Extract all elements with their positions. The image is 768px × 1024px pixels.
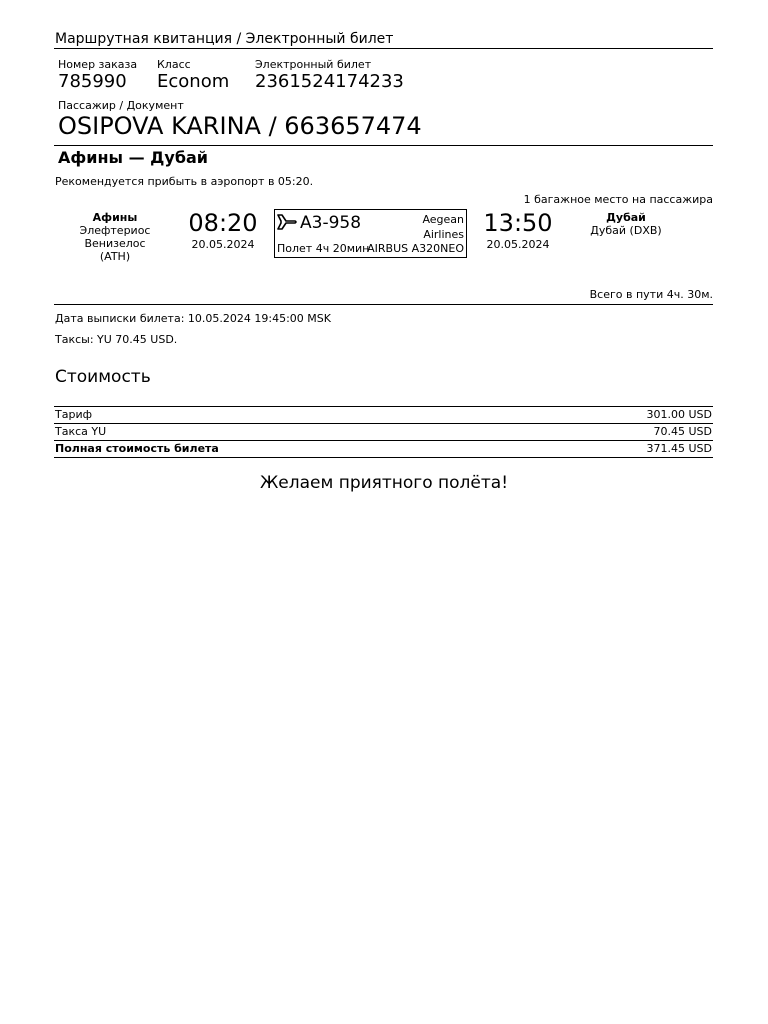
- arrival-airport-name: Дубай (DXB): [590, 224, 662, 237]
- route-divider: [54, 304, 713, 305]
- flight-number: A3-958: [300, 213, 362, 233]
- order-number-label: Номер заказа: [58, 58, 138, 71]
- airline-name-2: Airlines: [423, 228, 464, 241]
- arrival-recommendation: Рекомендуется прибыть в аэропорт в 05:20.: [55, 175, 314, 188]
- passenger-label: Пассажир / Документ: [58, 99, 184, 112]
- arrival-date: 20.05.2024: [486, 238, 550, 251]
- aircraft-type: AIRBUS A320NEO: [367, 242, 464, 255]
- flight-box: [274, 209, 467, 258]
- table-row: [54, 441, 713, 458]
- table-row: [54, 407, 713, 424]
- departure-date: 20.05.2024: [191, 238, 255, 251]
- total-travel-time: Всего в пути 4ч. 30м.: [589, 288, 713, 301]
- cost-total-name: Полная стоимость билета: [55, 442, 219, 455]
- route-title: Афины — Дубай: [58, 148, 208, 167]
- cost-total-value: 371.45 USD: [646, 442, 712, 455]
- cost-row-value: 70.45 USD: [653, 425, 712, 438]
- ticket-label: Электронный билет: [255, 58, 372, 71]
- arrival-airport: [576, 211, 676, 237]
- airline-name-1: Aegean: [422, 213, 464, 226]
- taxes-summary: Таксы: YU 70.45 USD.: [55, 333, 178, 346]
- cost-row-name: Такса YU: [55, 425, 107, 438]
- document-title: Маршрутная квитанция / Электронный билет: [55, 31, 394, 47]
- table-row: [54, 424, 713, 441]
- cost-row-name: Тариф: [55, 408, 92, 421]
- flight-duration: Полет 4ч 20мин: [277, 242, 370, 255]
- order-number: 785990: [58, 71, 127, 92]
- airplane-icon: [277, 212, 297, 232]
- arrival-city: Дубай: [606, 211, 646, 224]
- departure-code: (ATH): [99, 250, 131, 263]
- cost-row-value: 301.00 USD: [646, 408, 712, 421]
- departure-airport-name-2: Венизелос: [84, 237, 146, 250]
- departure-time: 08:20: [188, 209, 258, 237]
- airline: [422, 212, 464, 242]
- departure-airport: [65, 211, 165, 263]
- passenger-name: OSIPOVA KARINA / 663657474: [58, 112, 422, 140]
- departure-airport-name-1: Элефтериос: [79, 224, 151, 237]
- ticket-number: 2361524174233: [255, 71, 404, 92]
- baggage-info: 1 багажное место на пассажира: [523, 193, 713, 206]
- passenger-divider: [54, 145, 713, 146]
- issue-date: Дата выписки билета: 10.05.2024 19:45:00 MSK: [55, 312, 331, 325]
- cost-table: [54, 406, 713, 458]
- departure-city: Афины: [92, 211, 138, 224]
- cost-title: Стоимость: [55, 367, 151, 387]
- class-label: Класс: [157, 58, 191, 71]
- arrival-time: 13:50: [483, 209, 553, 237]
- farewell-message: Желаем приятного полёта!: [259, 473, 509, 493]
- class-value: Econom: [157, 71, 230, 92]
- header-divider: [54, 48, 713, 49]
